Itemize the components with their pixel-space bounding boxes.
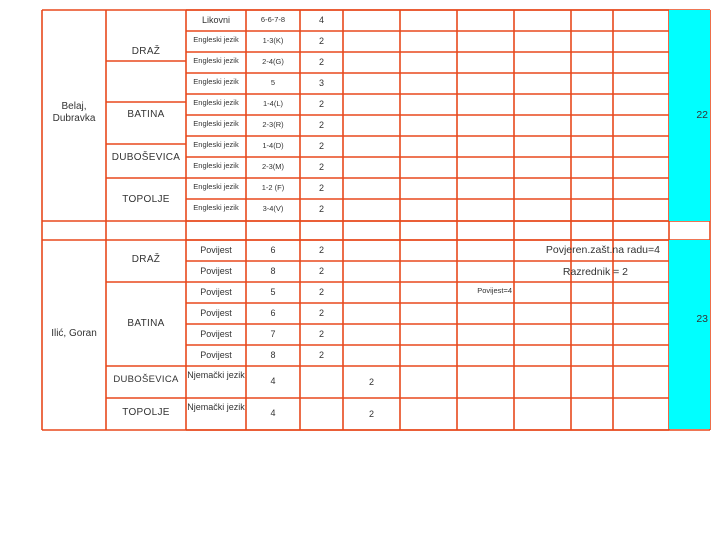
hours-cell: 2 bbox=[318, 266, 324, 276]
hours-cell: 2 bbox=[318, 57, 324, 67]
school-name: BATINA bbox=[127, 109, 165, 120]
subject-cell: Engleski jezik bbox=[193, 56, 239, 65]
hours-cell: 2 bbox=[318, 287, 324, 297]
subject-cell: Povijest bbox=[200, 308, 232, 318]
note-safety: Povjeren.zašt.na radu=4 bbox=[545, 244, 660, 256]
teacher-name-text: Belaj, Dubravka bbox=[52, 101, 96, 124]
hours-cell: 2 bbox=[318, 204, 324, 214]
subject-cell: Njemački jezik bbox=[187, 402, 245, 412]
hours-cell: 2 bbox=[318, 245, 324, 255]
total-hours: 23 bbox=[696, 313, 708, 325]
hours-cell: 2 bbox=[318, 36, 324, 46]
subject-cell: Povijest bbox=[200, 266, 232, 276]
extra-hours-cell: 2 bbox=[368, 409, 374, 419]
classes-cell: 6 bbox=[270, 308, 276, 318]
classes-cell: 6 bbox=[270, 245, 276, 255]
teacher-name bbox=[42, 101, 106, 124]
classes-cell: 2-4(G) bbox=[262, 57, 284, 66]
classes-cell: 4 bbox=[270, 376, 276, 386]
classes-cell: 3-4(V) bbox=[262, 204, 284, 213]
hours-cell: 2 bbox=[318, 120, 324, 130]
classes-cell: 2-3(M) bbox=[261, 162, 285, 171]
school-name: DUBOŠEVICA bbox=[113, 374, 179, 385]
hours-cell: 2 bbox=[318, 329, 324, 339]
subject-cell: Povijest bbox=[200, 287, 232, 297]
classes-cell: 1-3(K) bbox=[262, 36, 284, 45]
subject-cell: Engleski jezik bbox=[193, 35, 239, 44]
total-column-bottom bbox=[669, 240, 710, 429]
school-name: DRAŽ bbox=[131, 254, 161, 265]
subject-cell: Povijest bbox=[200, 329, 232, 339]
hours-cell: 4 bbox=[318, 15, 324, 25]
school-name: TOPOLJE bbox=[122, 407, 170, 418]
extra-hours-cell: 2 bbox=[368, 377, 374, 387]
hours-cell: 2 bbox=[318, 99, 324, 109]
hours-cell: 2 bbox=[318, 141, 324, 151]
subject-cell: Engleski jezik bbox=[193, 98, 239, 107]
total-hours: 22 bbox=[696, 109, 708, 121]
school-name: DRAŽ bbox=[131, 46, 161, 57]
note-class-teacher: Razrednik = 2 bbox=[562, 266, 628, 278]
subject-cell: Engleski jezik bbox=[193, 161, 239, 170]
subject-cell: Povijest bbox=[200, 350, 232, 360]
hours-cell: 2 bbox=[318, 183, 324, 193]
classes-cell: 7 bbox=[270, 329, 276, 339]
school-name: BATINA bbox=[127, 318, 165, 329]
teacher-name: Ilić, Goran bbox=[51, 328, 97, 339]
school-name: TOPOLJE bbox=[122, 194, 170, 205]
classes-cell: 6-6-7-8 bbox=[260, 15, 286, 24]
hours-cell: 2 bbox=[318, 162, 324, 172]
subject-cell: Povijest bbox=[200, 245, 232, 255]
classes-cell: 1-2 (F) bbox=[261, 183, 285, 192]
classes-cell: 1-4(L) bbox=[262, 99, 283, 108]
subject-cell: Engleski jezik bbox=[193, 203, 239, 212]
classes-cell: 4 bbox=[270, 408, 276, 418]
subject-cell: Njemački jezik bbox=[187, 370, 245, 380]
hours-cell: 2 bbox=[318, 308, 324, 318]
classes-cell: 8 bbox=[270, 350, 276, 360]
hours-cell: 3 bbox=[318, 78, 324, 88]
classes-cell: 8 bbox=[270, 266, 276, 276]
classes-cell: 2-3(R) bbox=[262, 120, 284, 129]
subject-cell: Engleski jezik bbox=[193, 119, 239, 128]
subject-cell: Engleski jezik bbox=[193, 182, 239, 191]
classes-cell: 5 bbox=[270, 287, 276, 297]
note-history: Povijest=4 bbox=[477, 286, 512, 295]
subject-cell: Engleski jezik bbox=[193, 77, 239, 86]
classes-cell: 5 bbox=[270, 78, 276, 87]
hours-cell: 2 bbox=[318, 350, 324, 360]
school-name: DUBOŠEVICA bbox=[111, 152, 181, 163]
classes-cell: 1-4(D) bbox=[262, 141, 284, 150]
subject-cell: Engleski jezik bbox=[193, 140, 239, 149]
subject-cell: Likovni bbox=[201, 15, 230, 25]
